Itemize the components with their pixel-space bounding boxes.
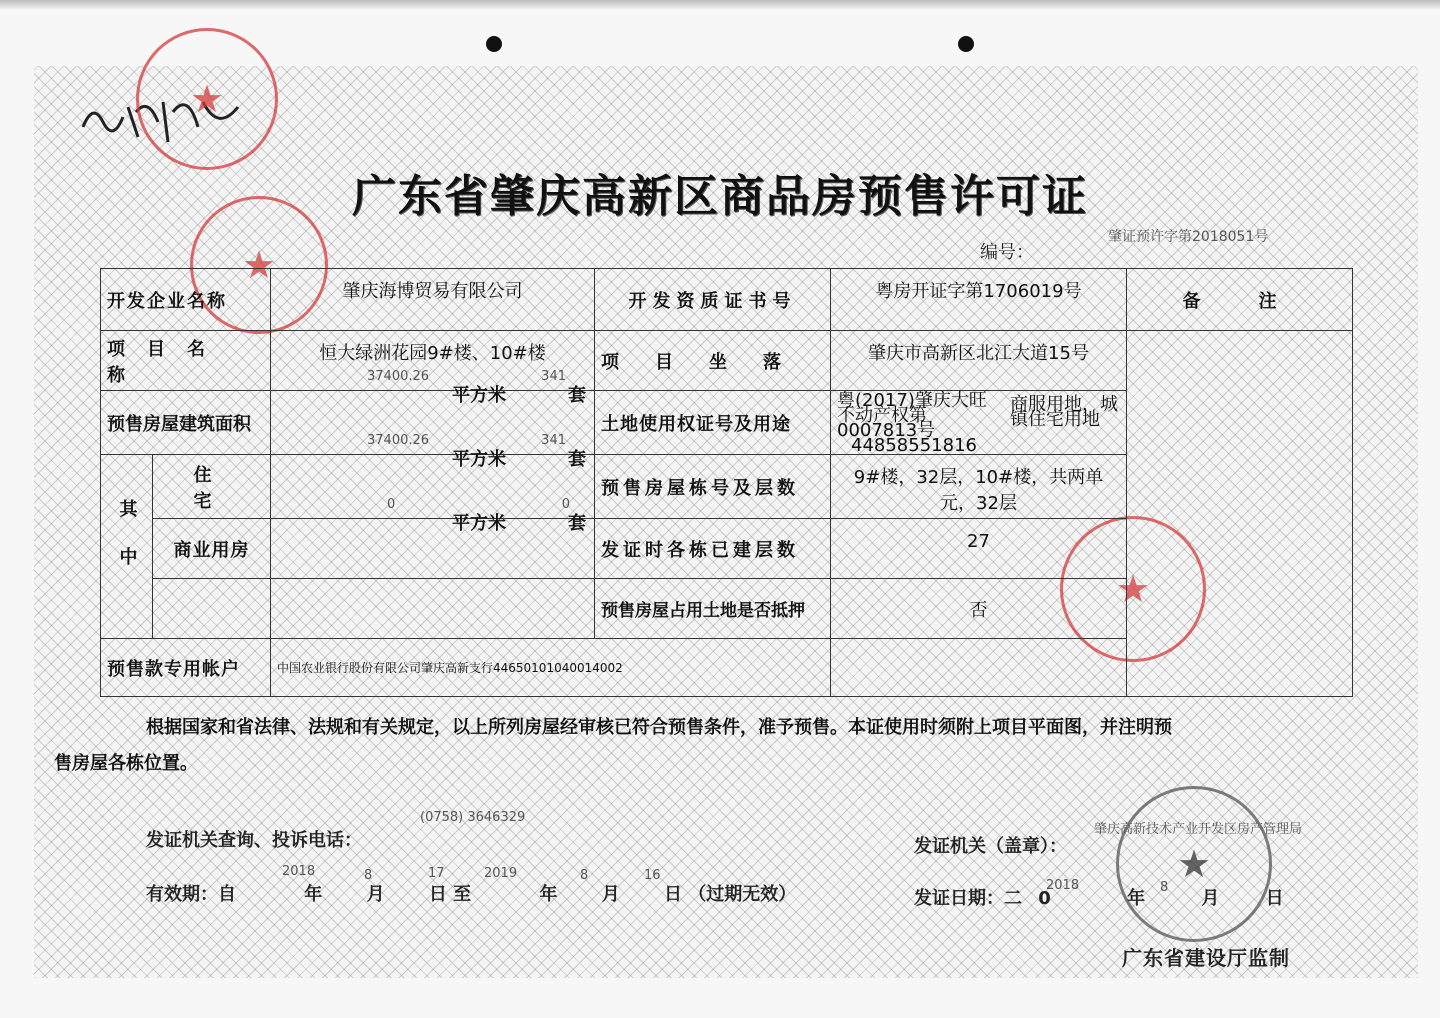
- phone-label: 发证机关查询、投诉电话：: [146, 830, 362, 851]
- issue-label: 发证日期：二: [914, 888, 1022, 909]
- location-label: 项目坐落: [595, 331, 831, 391]
- project-value: 恒大绿洲花园9#楼、10#楼: [271, 331, 595, 391]
- residential-area: 37400.26: [367, 433, 430, 448]
- year-char: 年: [304, 884, 323, 905]
- unit-sqm: 平方米: [452, 449, 506, 470]
- built-floors-label: 发证时各栋已建层数: [595, 519, 831, 579]
- scan-top-edge: [0, 0, 1440, 10]
- area-value: 37400.26: [367, 369, 430, 384]
- commercial-label: 商业用房: [153, 519, 271, 579]
- punch-hole: [958, 36, 974, 52]
- unit-set: 套: [568, 449, 586, 470]
- among-label: [101, 455, 153, 639]
- built-floors-value: 27: [831, 519, 1127, 579]
- day-char: 日: [1265, 888, 1284, 909]
- month-char: 月: [366, 884, 385, 905]
- commercial-cell: [271, 497, 595, 579]
- unit-sqm: 平方米: [452, 513, 506, 534]
- phone-value: (0758) 3646329: [420, 810, 526, 825]
- land-label: 土地使用权证号及用途: [595, 391, 831, 455]
- authority-value: 肇庆高新技术产业开发区房产管理局: [1094, 822, 1303, 837]
- serial-label: 编号：: [980, 242, 1034, 263]
- paragraph-line-2: 售房屋各栋位置。: [54, 753, 198, 774]
- mortgage-value: 否: [831, 579, 1127, 639]
- account-value: 中国农业银行股份有限公司肇庆高新支行44650101040014002: [271, 639, 831, 697]
- year-char: 年: [1127, 888, 1146, 909]
- project-label: 项目名称: [101, 331, 271, 391]
- qualification-value: 粤房开证字第1706019号: [831, 269, 1127, 331]
- year-char: 年: [539, 884, 558, 905]
- area-units: 341: [541, 369, 566, 384]
- account-label: 预售款专用帐户: [101, 639, 271, 697]
- issue-year: 2018: [1046, 878, 1080, 893]
- seal-red-right: ★: [1060, 516, 1206, 662]
- building-floors-label: 预售房屋栋号及层数: [595, 455, 831, 519]
- seal-red-top-left: ★: [136, 28, 278, 170]
- area-label: 预售房屋建筑面积: [101, 391, 271, 455]
- blank-cell: [271, 579, 595, 639]
- residential-units: 341: [541, 433, 566, 448]
- expire-note: （过期无效）: [688, 884, 797, 905]
- seal-authority: ★: [1116, 786, 1272, 942]
- land-use: 商服用地，城镇住宅用地: [1010, 393, 1118, 430]
- land-number: 44858551816: [851, 434, 977, 456]
- end-year: 2019: [484, 866, 518, 881]
- commercial-area: 0: [387, 497, 396, 512]
- authority-label: 发证机关（盖章）：: [914, 836, 1067, 857]
- to-char: 至: [453, 884, 472, 905]
- paragraph-line-1: 根据国家和省法律、法规和有关规定，以上所列房屋经审核已符合预售条件，准予预售。本证使用时须附上项目平面图，并注明预: [146, 717, 1172, 738]
- blank-cell: [831, 639, 1127, 697]
- residential-label: 住 宅: [153, 455, 271, 519]
- punch-hole: [486, 36, 502, 52]
- qualification-label: 开发资质证书号: [595, 269, 831, 331]
- issue-zero: 0: [1038, 888, 1051, 909]
- blank-cell: [153, 579, 271, 639]
- among-text: 其中: [116, 498, 138, 595]
- seal-red-developer: ★: [190, 196, 328, 334]
- issue-month: 8: [1160, 880, 1169, 895]
- day-char: 日: [663, 884, 682, 905]
- commercial-units: 0: [561, 497, 570, 512]
- building-floors-value: 9#楼，32层，10#楼，共两单元，32层: [831, 455, 1127, 519]
- document-title: 广东省肇庆高新区商品房预售许可证: [352, 171, 1088, 222]
- end-day: 16: [644, 868, 661, 883]
- month-char: 月: [1201, 888, 1220, 909]
- remarks-label: 备 注: [1127, 269, 1353, 331]
- serial-value: 肇证预许字第2018051号: [1108, 229, 1269, 245]
- start-year: 2018: [282, 864, 316, 879]
- month-char: 月: [601, 884, 620, 905]
- unit-set: 套: [568, 513, 586, 534]
- approval-paragraph: [54, 710, 1360, 782]
- location-value: 肇庆市高新区北江大道15号: [831, 331, 1127, 391]
- mortgage-label: 预售房屋占用土地是否抵押: [595, 579, 831, 639]
- unit-set: 套: [568, 385, 586, 406]
- residential-cell: [271, 433, 595, 519]
- remarks-cell: [1127, 331, 1353, 697]
- permit-table: [100, 268, 1353, 697]
- start-day: 17: [428, 866, 445, 881]
- land-value-cell: [831, 391, 1127, 455]
- developer-value: 肇庆海博贸易有限公司: [271, 269, 595, 331]
- day-char: 日: [428, 884, 447, 905]
- issue-date-line: [914, 884, 1284, 910]
- start-month: 8: [364, 868, 373, 883]
- land-cert: 粤(2017)肇庆大旺不动产权第0007813号: [837, 389, 987, 441]
- end-month: 8: [580, 868, 589, 883]
- supervision-note: 广东省建设厅监制: [1122, 946, 1290, 970]
- validity-label: 有效期：自: [146, 884, 236, 905]
- validity-line: [146, 880, 796, 906]
- unit-sqm: 平方米: [452, 385, 506, 406]
- developer-label: 开发企业名称: [101, 269, 271, 331]
